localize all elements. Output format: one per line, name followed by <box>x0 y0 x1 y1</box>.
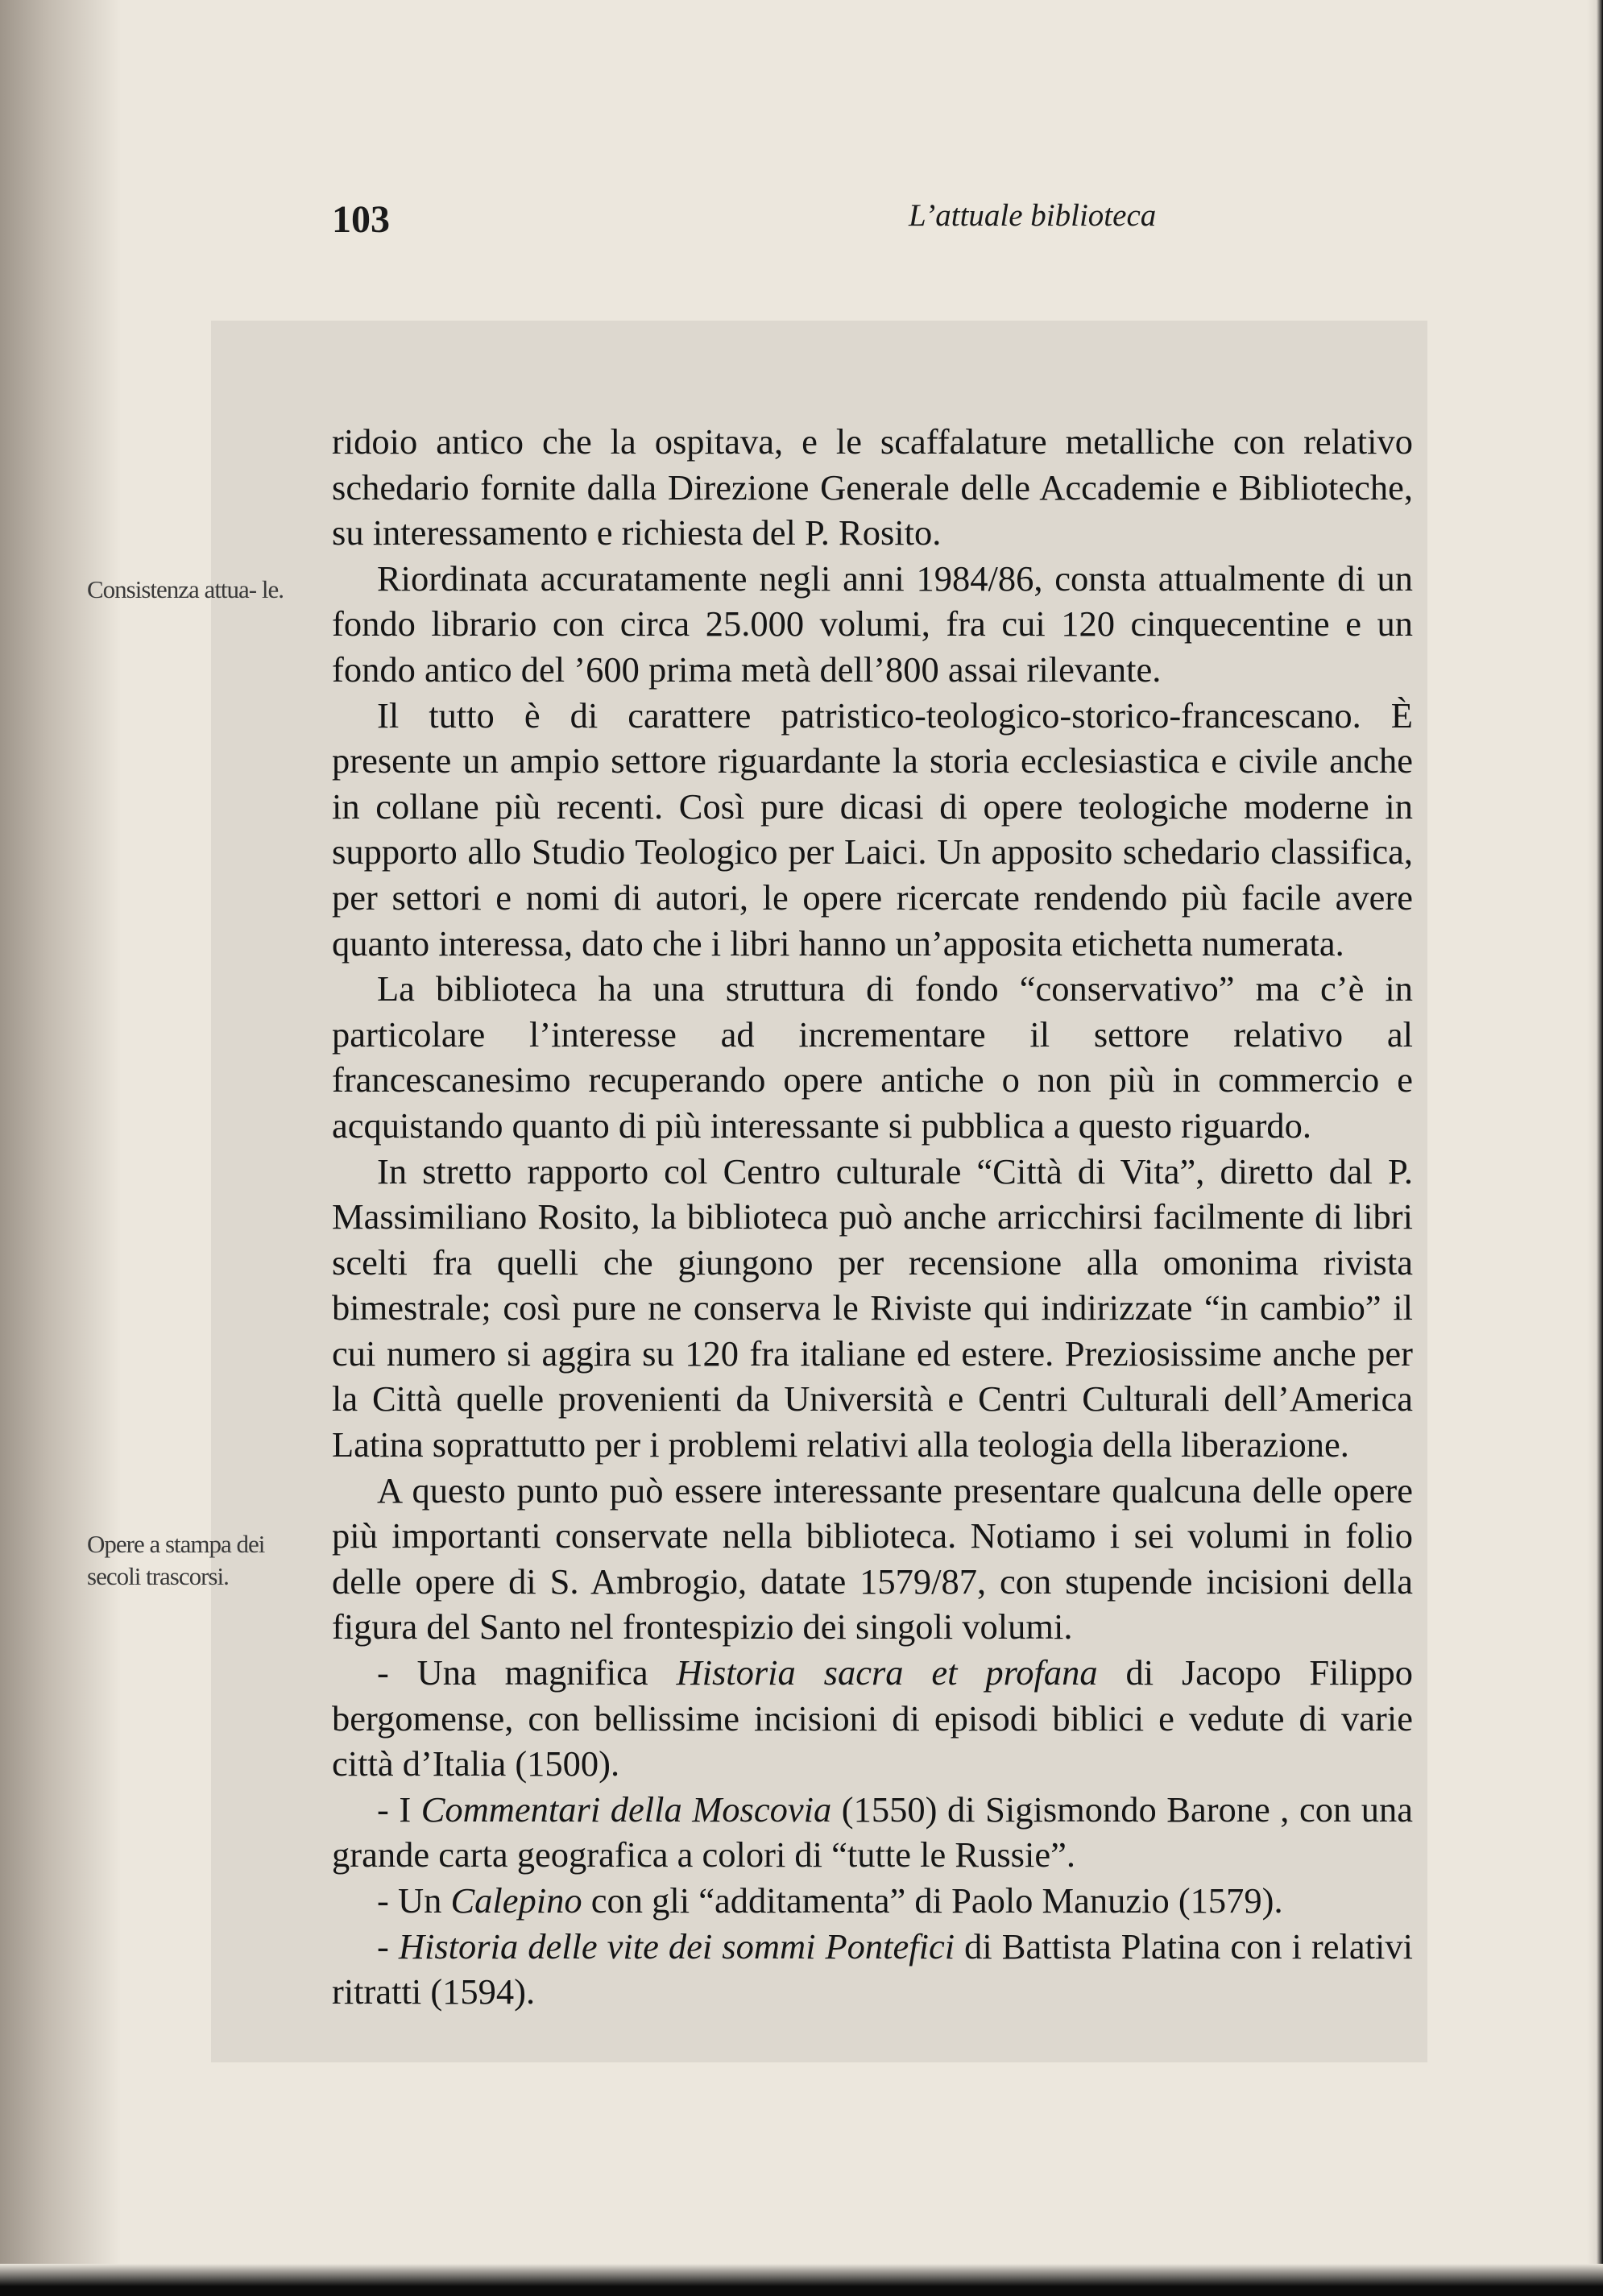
body-text <box>332 419 1413 2015</box>
margin-note-consistenza: Consistenza attua- le. <box>87 575 284 603</box>
paragraph: La biblioteca ha una struttura di fondo “conservativo” ma c’è in particolare l’interesse ad incrementare il settore relativo al francescanesimo recuperando opere antiche o non più in commercio e acquistando quanto di più interessante si pubblica a questo riguardo. <box>332 968 1413 1146</box>
list-item: - Una magnifica Historia sacra et profana di Jacopo Filippo bergomense, con bellissime incisioni di episodi biblici e vedute di varie città d’Italia (1500). <box>332 1652 1413 1784</box>
list-item: - I Commentari della Moscovia (1550) di Sigismondo Barone , con una grande carta geografica a colori di “tutte le Russie”. <box>332 1788 1413 1875</box>
book-title: Commentari della Moscovia <box>420 1788 832 1830</box>
list-item: - Un Calepino con gli “additamenta” di Paolo Manuzio (1579). <box>377 1880 1283 1921</box>
page-number: 103 <box>332 198 390 241</box>
paragraph: In stretto rapporto col Centro culturale “Città di Vita”, diretto dal P. Massimiliano Rosito, la biblioteca può anche arricchirsi facilmente di libri scelti fra quelli che giungono per recensione alla omonima rivista bimestrale; così pure ne conserva le Riviste qui indirizzate “in cambio” il cui numero si aggira su 120 fra italiane ed estere. Preziosissime anche per la Città quelle provenienti da Università e Centri Culturali dell’America Latina soprattutto per i problemi relativi alla teologia della liberazione. <box>332 1150 1413 1465</box>
paragraph: Riordinata accuratamente negli anni 1984/86, consta attualmente di un fondo librario con circa 25.000 volumi, fra cui 120 cinquecentine e un fondo antico del ’600 prima metà dell’800 assai rilevante. <box>332 557 1413 690</box>
book-title: Historia delle vite dei sommi Pontefici <box>398 1925 955 1967</box>
paragraph: ridoio antico che la ospitava, e le scaffalature metalliche con relativo schedario fornite dalla Direzione Generale delle Accademie e Biblioteche, su interessamento e richiesta del P. Rosito. <box>332 421 1413 553</box>
page-edge-bottom <box>0 2264 1603 2296</box>
list-item: - Historia delle vite dei sommi Pontefici di Battista Platina con i relativi ritratti (1594). <box>332 1925 1413 2012</box>
margin-note-opere: Opere a stampa dei secoli trascorsi. <box>87 1530 265 1590</box>
paragraph: A questo punto può essere interessante presentare qualcuna delle opere più importanti conservate nella biblioteca. Notiamo i sei volumi in folio delle opere di S. Ambrogio, datate 1579/87, con stupende incisioni della figura del Santo nel frontespizio dei singoli volumi. <box>332 1469 1413 1647</box>
running-title: L’attuale biblioteca <box>909 198 1157 233</box>
book-title: Historia sacra et profana <box>676 1652 1098 1693</box>
book-title: Calepino <box>450 1880 582 1921</box>
binding-gutter <box>0 0 121 2284</box>
page-edge-right <box>1587 0 1603 2296</box>
paragraph: Il tutto è di carattere patristico-teologico-storico-francescano. È presente un ampio settore riguardante la storia ecclesiastica e civile anche in collane più recenti. Così pure dicasi di opere teologiche moderne in supporto allo Studio Teologico per Laici. Un apposito schedario classifica, per settori e nomi di autori, le opere ricercate rendendo più facile avere quanto interessa, dato che i libri hanno un’apposita etichetta numerata. <box>332 694 1413 964</box>
